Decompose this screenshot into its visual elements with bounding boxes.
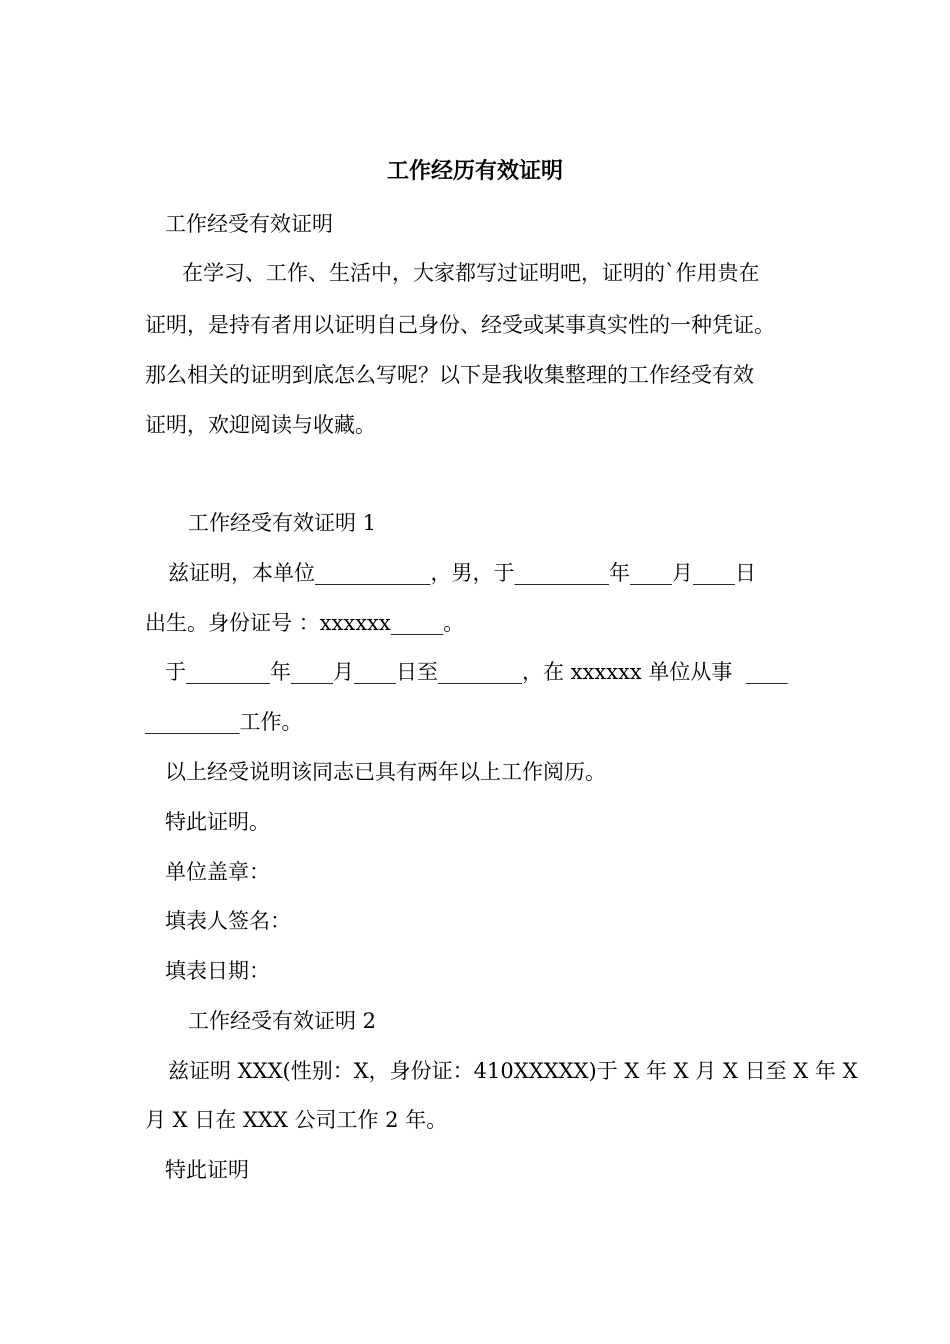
cert2-line-1: 兹证明 XXX(性别：X，身份证：410XXXXX)于 X 年 X 月 X 日至 X 年 X [168,1059,858,1083]
cert1-line-4: _________工作。 [145,710,303,734]
cert2-line-3: 特此证明 [165,1158,249,1182]
subtitle: 工作经受有效证明 [165,212,333,236]
cert2-heading: 工作经受有效证明 2 [188,1009,377,1033]
intro-line-3: 那么相关的证明到底怎么写呢？以下是我收集整理的工作经受有效 [145,363,754,387]
cert1-line-1: 兹证明，本单位___________，男，于_________年____月____日 [168,561,756,585]
cert1-line-2: 出生。身份证号 ：xxxxxx_____。 [145,611,465,635]
intro-line-4: 证明，欢迎阅读与收藏。 [145,413,376,437]
cert1-line-7: 单位盖章： [165,860,270,884]
intro-line-1: 在学习、工作、生活中，大家都写过证明吧，证明的`作用贵在 [182,261,760,285]
cert1-line-3: 于________年____月____日至________，在 xxxxxx 单位从事 ____ [165,660,788,684]
cert1-line-6: 特此证明。 [165,810,270,834]
cert1-heading: 工作经受有效证明 1 [188,511,377,535]
cert1-line-5: 以上经受说明该同志已具有两年以上工作阅历。 [165,760,606,784]
cert1-line-8: 填表人签名： [165,909,291,933]
cert1-line-9: 填表日期： [165,959,270,983]
document-title: 工作经历有效证明 [386,158,563,184]
cert2-line-2: 月 X 日在 XXX 公司工作 2 年。 [145,1108,448,1132]
intro-line-2: 证明，是持有者用以证明自己身份、经受或某事真实性的一种凭证。 [145,313,775,337]
